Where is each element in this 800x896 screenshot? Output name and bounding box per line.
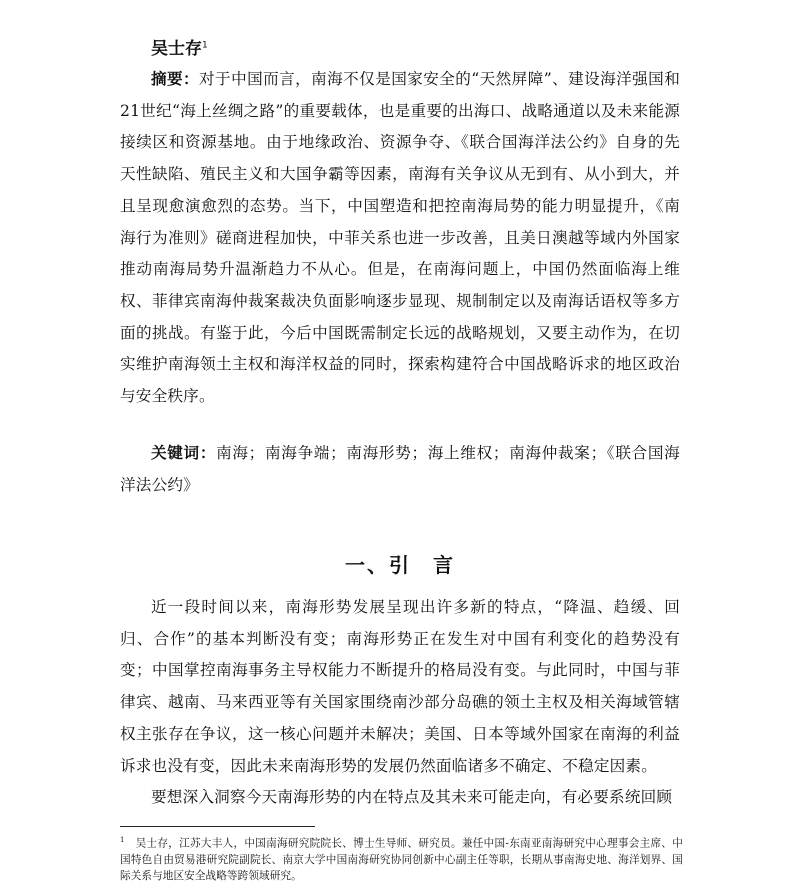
- body-paragraph-1: 近一段时间以来，南海形势发展呈现出许多新的特点，“降温、趋缓、回归、合作”的基本判断没有变；南海形势正在发生对中国有利变化的趋势没有变；中国掌控南海事务主导权能力不断提升的格局没有变。与此同时，中国与菲律宾、越南、马来西亚等有关国家围绕南沙部分岛礁的领土主权及相关海域管辖权主张存在争议，这一核心问题并未解决；美国、日本等域外国家在南海的利益诉求也没有变，因此未来南海形势的发展仍然面临诸多不确定、不稳定因素。: [120, 598, 680, 775]
- author-footnote-mark: 1: [202, 40, 208, 51]
- abstract-label: 摘要：: [151, 70, 200, 88]
- footnote-text: 吴士存，江苏大丰人，中国南海研究院院长、博士生导师、研究员。兼任中国-东南亚南海研究中心理事会主席、中国特色自由贸易港研究院副院长、南京大学中国南海研究协同创新中心副主任等职，长期从事南海史地、海洋划界、国际关系与地区安全战略等跨领域研究。: [120, 837, 683, 882]
- keywords-text: 南海；南海争端；南海形势；海上维权；南海仲裁案；《联合国海洋法公约》: [120, 444, 680, 494]
- body-text: [120, 592, 680, 814]
- section-heading: 一、引 言: [345, 553, 455, 577]
- footnote: [120, 832, 683, 884]
- footnote-divider: [120, 826, 315, 827]
- author-name: [151, 34, 208, 59]
- body-paragraph-2: 要想深入洞察今天南海形势的内在特点及其未来可能走向，有必要系统回顾: [151, 788, 673, 807]
- author-name-text: 吴士存: [151, 39, 202, 59]
- abstract: [120, 64, 680, 413]
- footnote-mark: 1: [120, 836, 125, 844]
- abstract-text: 对于中国而言，南海不仅是国家安全的“天然屏障”、建设海洋强国和21世纪“海上丝绸之路”的重要载体，也是重要的出海口、战略通道以及未来能源接续区和资源基地。由于地缘政治、资源争夺、《联合国海洋法公约》自身的先天性缺陷、殖民主义和大国争霸等因素，南海有关争议从无到有、从小到大，并且呈现愈演愈烈的态势。当下，中国塑造和把控南海局势的能力明显提升，《南海行为准则》磋商进程加快，中菲关系也进一步改善，且美日澳越等域内外国家推动南海局势升温渐趋力不从心。但是，在南海问题上，中国仍然面临海上维权、菲律宾南海仲裁案裁决负面影响逐步显现、规制制定以及南海话语权等多方面的挑战。有鉴于此，今后中国既需制定长远的战略规划，又要主动作为，在切实维护南海领土主权和海洋权益的同时，探索构建符合中国战略诉求的地区政治与安全秩序。: [120, 70, 680, 406]
- keywords: [120, 438, 680, 501]
- keywords-label: 关键词：: [151, 444, 217, 462]
